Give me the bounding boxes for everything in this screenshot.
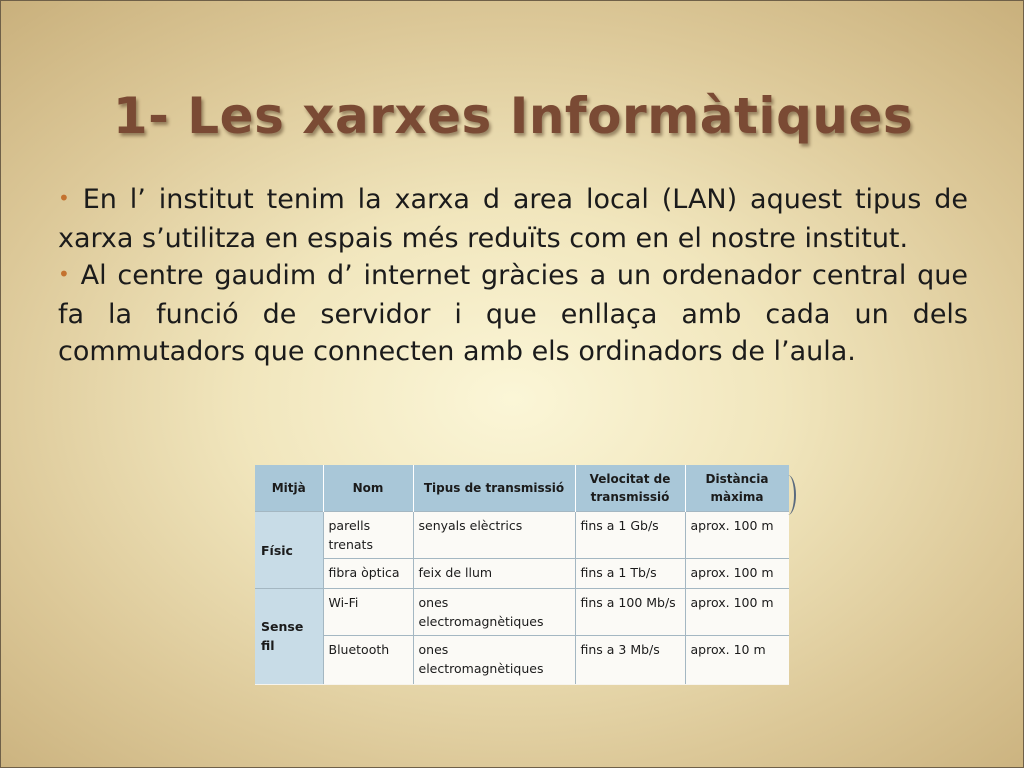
table-row [255, 589, 789, 636]
scan-edge-mark [780, 475, 796, 515]
table-cell: fins a 1 Gb/s [575, 512, 685, 559]
column-header: Tipus de transmissió [413, 465, 575, 512]
slide-title: 1- Les xarxes Informàtiques [112, 87, 914, 145]
table-cell: parells trenats [323, 512, 413, 559]
table-cell: ones electromagnètiques [413, 636, 575, 684]
column-header: Distància màxima [685, 465, 789, 512]
table-cell: aprox. 100 m [685, 559, 789, 589]
bullet-paragraph [58, 257, 968, 370]
table-cell: Wi-Fi [323, 589, 413, 636]
table-row [255, 512, 789, 559]
column-header: Nom [323, 465, 413, 512]
table-cell: fins a 3 Mb/s [575, 636, 685, 684]
network-media-table [255, 465, 789, 684]
bullet-icon: • [58, 186, 70, 210]
table-row [255, 559, 789, 589]
table-row [255, 636, 789, 684]
column-header: Mitjà [255, 465, 323, 512]
network-media-table-image [255, 465, 789, 685]
paragraph-text: En l’ institut tenim la xarxa d area local (LAN) aquest tipus de xarxa s’utilitza en espais més reduïts com en el nostre institut. [58, 184, 968, 254]
bullet-icon: • [58, 262, 70, 286]
column-header: Velocitat de transmissió [575, 465, 685, 512]
bullet-paragraph [58, 181, 968, 257]
medium-cell: Físic [255, 512, 323, 589]
medium-cell: Sense fil [255, 589, 323, 684]
table-cell: feix de llum [413, 559, 575, 589]
slide-body [58, 181, 968, 370]
table-cell: ones electromagnètiques [413, 589, 575, 636]
table-cell: aprox. 100 m [685, 512, 789, 559]
table-cell: senyals elèctrics [413, 512, 575, 559]
table-header-row [255, 465, 789, 512]
table-cell: fibra òptica [323, 559, 413, 589]
table-cell: fins a 100 Mb/s [575, 589, 685, 636]
table-cell: fins a 1 Tb/s [575, 559, 685, 589]
table-cell: aprox. 10 m [685, 636, 789, 684]
table-cell: aprox. 100 m [685, 589, 789, 636]
table-cell: Bluetooth [323, 636, 413, 684]
paragraph-text: Al centre gaudim d’ internet gràcies a un ordenador central que fa la funció de servidor i que enllaça amb cada un dels commutadors que connecten amb els ordinadors de l’aula. [58, 260, 968, 367]
